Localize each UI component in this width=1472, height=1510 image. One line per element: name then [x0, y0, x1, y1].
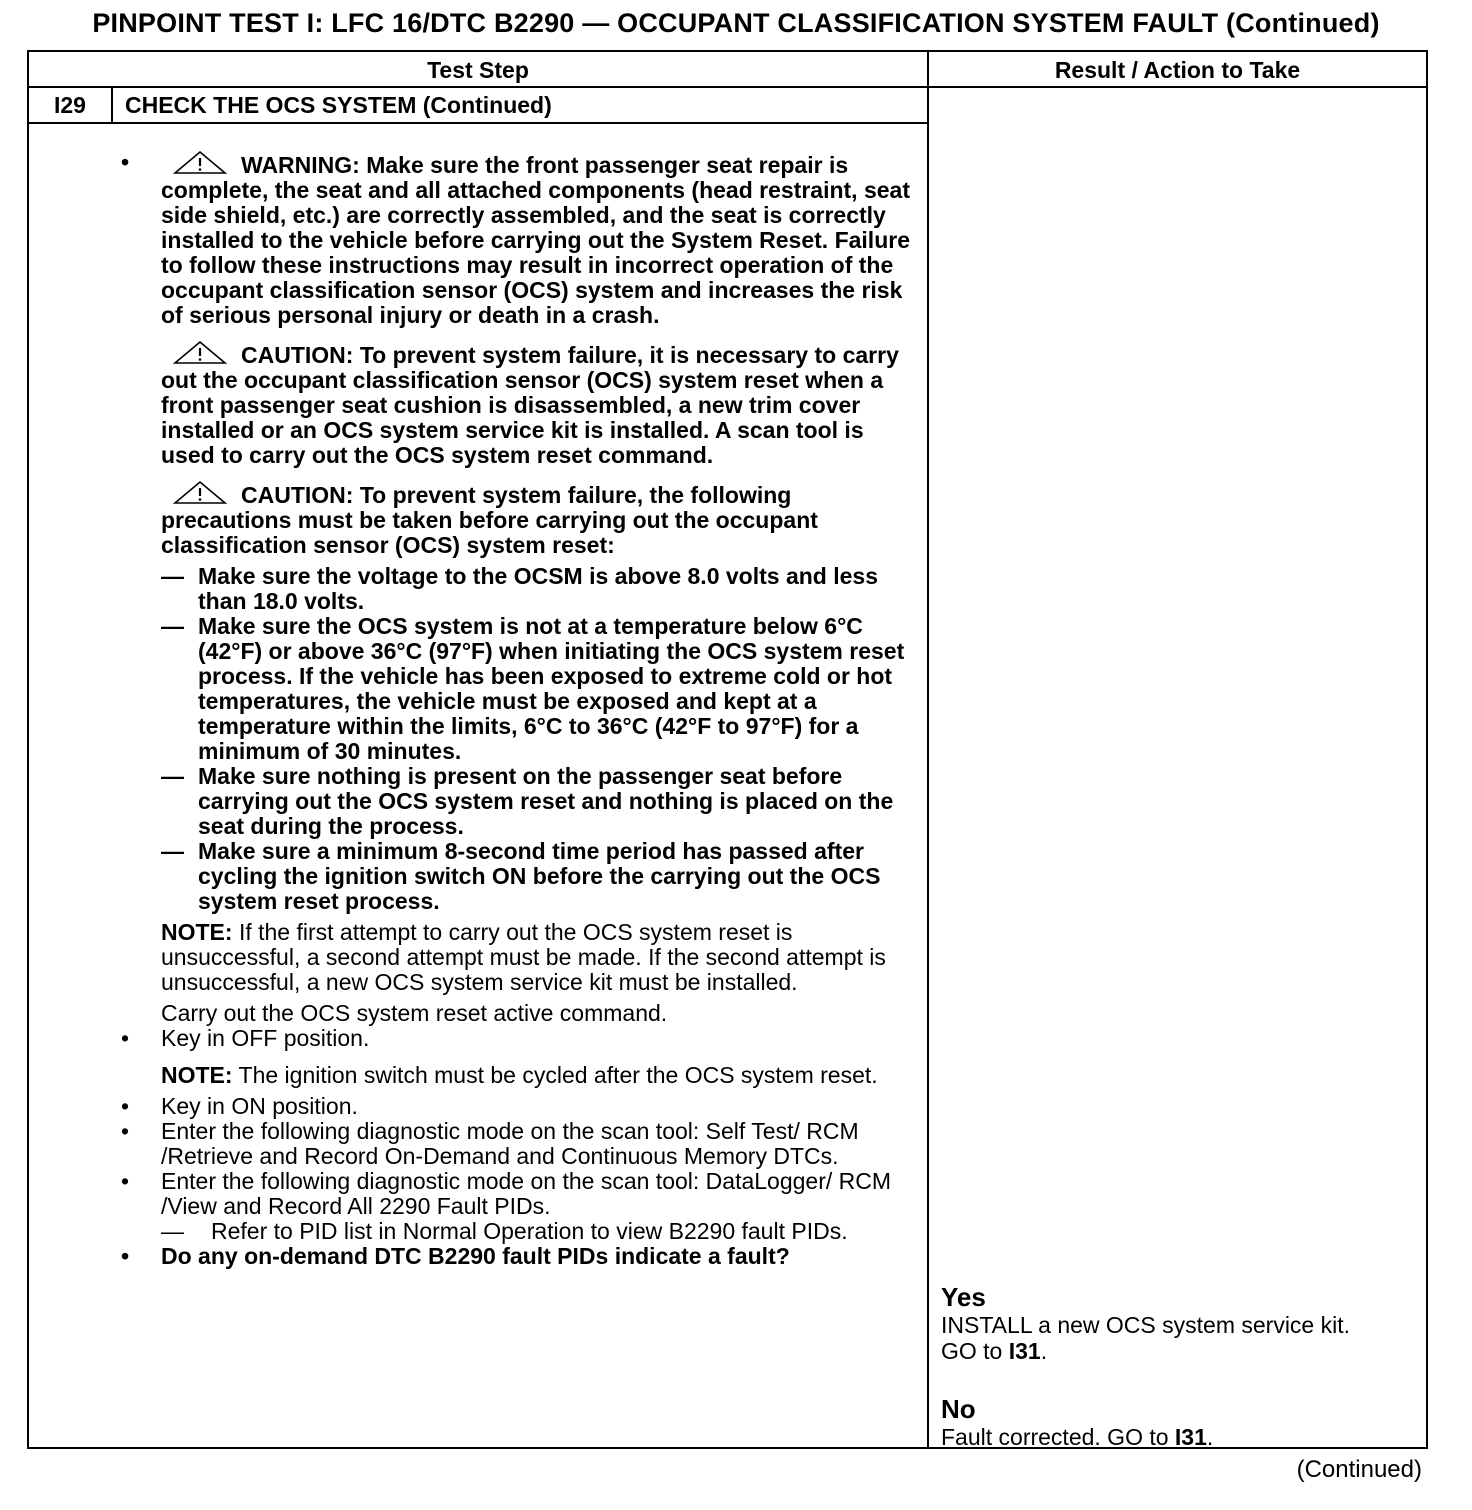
precaution-text: Make sure the OCS system is not at a temperature below 6°C (42°F) or above 36°C (97°F) when initiating the OCS system reset process. If the vehicle has been exposed to extreme cold or hot temperatures, the vehicle must be exposed and kept at a temperature within the limits, 6°C to 36°C (42°F to 97°F) for a minimum of 30 minutes. — [198, 613, 905, 764]
sub-item-text: Refer to PID list in Normal Operation to view B2290 fault PIDs. — [211, 1218, 848, 1244]
goto-suffix: . — [1040, 1338, 1048, 1364]
result-yes-goto — [941, 1338, 1421, 1364]
precaution-item — [149, 764, 919, 839]
warning-text: WARNING: Make sure the front passenger seat repair is complete, the seat and all attached components (head restraint, seat side shield, etc.) are correctly assembled, and the seat is correctly installed to the vehicle before carrying out the System Reset. Failure to follow these instructions may result in incorrect operation of the occupant classification sensor (OCS) system and increases the risk of serious personal injury or death in a crash. — [161, 152, 910, 328]
bullet: • — [121, 149, 130, 175]
question-line — [121, 1243, 919, 1269]
step-id: I29 — [54, 92, 86, 118]
note-1 — [149, 920, 919, 995]
precaution-item — [149, 614, 919, 764]
continued-label: (Continued) — [1296, 1456, 1422, 1483]
caution-triangle-icon — [173, 480, 229, 504]
bullet: • — [121, 1118, 130, 1144]
list-item-text: Key in ON position. — [161, 1093, 358, 1119]
dash: — — [161, 613, 184, 639]
step-content — [121, 149, 919, 1269]
bullet: • — [121, 1168, 130, 1194]
caution-triangle-icon — [173, 340, 229, 364]
list-item-text: Enter the following diagnostic mode on the scan tool: Self Test/ RCM /Retrieve and Record On-Demand and Continuous Memory DTCs. — [161, 1118, 859, 1169]
result-yes-label: Yes — [941, 1282, 986, 1312]
caution-block-2 — [149, 480, 919, 558]
column-header-result: Result / Action to Take — [1054, 57, 1301, 83]
dash: — — [161, 1218, 184, 1244]
question-text: Do any on-demand DTC B2290 fault PIDs indicate a fault? — [161, 1243, 790, 1269]
goto-suffix: . — [1206, 1424, 1214, 1450]
column-divider — [927, 52, 929, 1447]
note-text: The ignition switch must be cycled after the OCS system reset. — [232, 1062, 878, 1088]
step-id-divider — [111, 86, 113, 124]
result-yes — [941, 1282, 1421, 1364]
bullet: • — [121, 1243, 130, 1269]
warning-triangle-icon — [173, 150, 229, 174]
precaution-text: Make sure nothing is present on the passenger seat before carrying out the OCS system reset and nothing is placed on the seat during the process. — [198, 763, 894, 839]
list-item-text: Enter the following diagnostic mode on the scan tool: DataLogger/ RCM /View and Record All 2290 Fault PIDs. — [161, 1168, 892, 1219]
dash: — — [161, 838, 184, 864]
goto-prefix: Fault corrected. GO to — [941, 1424, 1175, 1450]
goto-ref-link[interactable]: I31 — [1174, 1424, 1207, 1450]
bullet: • — [121, 1025, 130, 1051]
result-no — [941, 1394, 1421, 1450]
note-2 — [149, 1063, 919, 1088]
note-text: If the first attempt to carry out the OCS system reset is unsuccessful, a second attempt must be made. If the second attempt is unsuccessful, a new OCS system service kit must be installed. — [161, 919, 886, 995]
caution-block-1 — [149, 340, 919, 468]
column-header-test-step: Test Step — [427, 57, 529, 83]
goto-prefix: GO to — [941, 1338, 1009, 1364]
result-no-goto — [941, 1424, 1421, 1450]
page-title: PINPOINT TEST I: LFC 16/DTC B2290 — OCCUPANT CLASSIFICATION SYSTEM FAULT (Continued) — [92, 8, 1380, 38]
precaution-item — [149, 564, 919, 614]
bullet: • — [121, 1093, 130, 1119]
caution-text-2: CAUTION: To prevent system failure, the following precautions must be taken before carrying out the occupant classification sensor (OCS) system reset: — [161, 482, 818, 558]
list-item-key-off — [121, 1025, 919, 1051]
list-item-enter-self-test — [121, 1118, 919, 1169]
test-table — [27, 50, 1428, 1449]
dash: — — [161, 763, 184, 789]
note-label: NOTE: — [161, 919, 233, 945]
note-label: NOTE: — [161, 1062, 233, 1088]
precaution-item — [149, 839, 919, 914]
warning-block — [121, 149, 919, 328]
result-yes-text: INSTALL a new OCS system service kit. — [941, 1312, 1351, 1338]
carry-out-line: Carry out the OCS system reset active command. — [161, 1000, 668, 1026]
sub-item-refer — [149, 1219, 919, 1244]
precaution-text: Make sure a minimum 8-second time period has passed after cycling the ignition switch ON before the carrying out the OCS system reset process. — [198, 838, 881, 914]
list-item-text: Key in OFF position. — [161, 1025, 370, 1051]
goto-ref-link[interactable]: I31 — [1008, 1338, 1041, 1364]
list-item-enter-datalogger — [121, 1168, 919, 1219]
result-no-label: No — [941, 1394, 976, 1424]
step-title-divider — [29, 122, 927, 124]
caution-text-1: CAUTION: To prevent system failure, it is necessary to carry out the occupant classification sensor (OCS) system reset when a front passenger seat cushion is disassembled, a new trim cover installed or an OCS system service kit is installed. A scan tool is used to carry out the OCS system reset command. — [161, 342, 899, 468]
dash: — — [161, 563, 184, 589]
list-item-key-on — [121, 1093, 919, 1119]
precaution-text: Make sure the voltage to the OCSM is above 8.0 volts and less than 18.0 volts. — [198, 563, 878, 614]
step-title: CHECK THE OCS SYSTEM (Continued) — [125, 92, 552, 118]
